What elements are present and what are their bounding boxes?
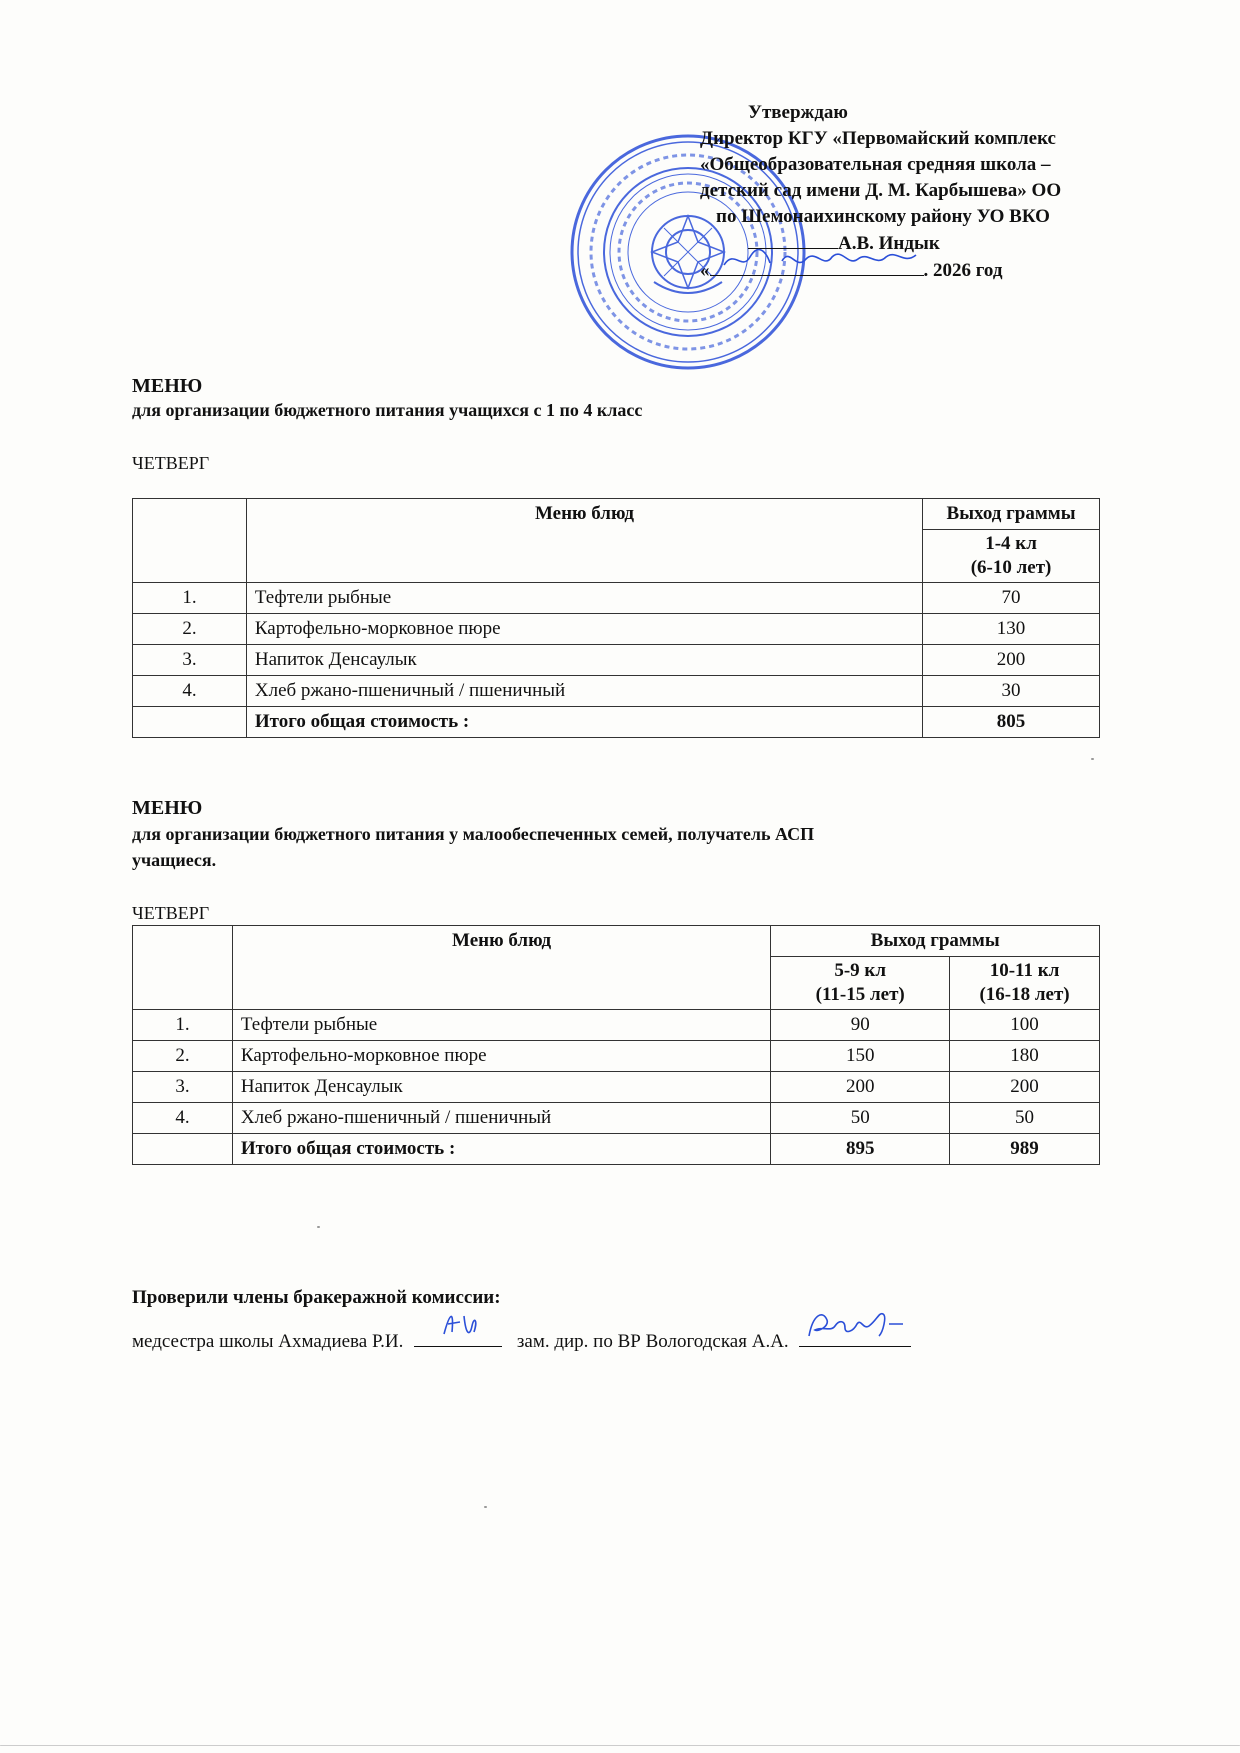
deputy-name: зам. дир. по ВР Вологодская А.А. — [516, 1331, 789, 1352]
dish-name: Тефтели рыбные — [232, 1010, 770, 1041]
table2-header-dishes: Меню блюд — [232, 926, 770, 1010]
table1-header-dishes: Меню блюд — [246, 499, 922, 583]
date-handwritten-blank — [710, 257, 924, 276]
grams-value-group2: 50 — [950, 1103, 1100, 1134]
grams-value-group1: 150 — [771, 1041, 950, 1072]
total-value-group1: 895 — [771, 1134, 950, 1165]
table-row — [133, 645, 1100, 676]
grams-value-group2: 180 — [950, 1041, 1100, 1072]
table2-header-group2 — [950, 957, 1100, 1010]
commission-title: Проверили члены бракеражной комиссии: — [132, 1287, 501, 1308]
row-number: 1. — [133, 1010, 233, 1041]
deputy-signature — [799, 1328, 911, 1347]
row-number: 4. — [133, 1103, 233, 1134]
approval-line-3: детский сад имени Д. М. Карбышева» ОО — [700, 180, 1062, 201]
grams-value: 30 — [923, 676, 1100, 707]
grams-value-group1: 50 — [771, 1103, 950, 1134]
total-empty-cell — [133, 1134, 233, 1165]
total-label: Итого общая стоимость : — [246, 707, 922, 738]
menu-table-low-income — [132, 925, 1100, 1165]
grams-value: 200 — [923, 645, 1100, 676]
section1-heading: МЕНЮ — [132, 375, 203, 397]
handwritten-date-scribble — [720, 243, 920, 275]
row-number: 4. — [133, 676, 247, 707]
total-empty-cell — [133, 707, 247, 738]
table2-group2-age: (16-18 лет) — [979, 984, 1070, 1005]
row-number: 3. — [133, 645, 247, 676]
dish-name: Хлеб ржано-пшеничный / пшеничный — [232, 1103, 770, 1134]
approval-line-2: «Общеобразовательная средняя школа – — [700, 154, 1051, 175]
table-total-row — [133, 1134, 1100, 1165]
dish-name: Напиток Денсаулык — [246, 645, 922, 676]
table-row — [133, 583, 1100, 614]
scan-speck — [1091, 758, 1094, 760]
section1-subheading: для организации бюджетного питания учащихся с 1 по 4 класс — [132, 400, 643, 420]
director-name: А.В. Индык — [838, 233, 940, 254]
total-label: Итого общая стоимость : — [232, 1134, 770, 1165]
table-total-row — [133, 707, 1100, 738]
section2-subheading: для организации бюджетного питания у малообеспеченных семей, получатель АСП — [132, 824, 815, 844]
table1-group-grade: 1-4 кл — [985, 533, 1037, 554]
commission-signatures — [132, 1328, 911, 1353]
table1-header-output: Выход граммы — [923, 499, 1100, 530]
table2-group2-grade: 10-11 кл — [989, 960, 1060, 981]
dish-name: Тефтели рыбные — [246, 583, 922, 614]
table2-header-output: Выход граммы — [771, 926, 1100, 957]
table2-group1-grade: 5-9 кл — [834, 960, 887, 981]
dish-name: Напиток Денсаулык — [232, 1072, 770, 1103]
dish-name: Картофельно-морковное пюре — [232, 1041, 770, 1072]
date-year: . 2026 год — [923, 260, 1003, 281]
table2-header-empty — [133, 926, 233, 1010]
table1-header-group — [923, 530, 1100, 583]
table-row — [133, 1072, 1100, 1103]
total-value: 805 — [923, 707, 1100, 738]
menu-table-grades-1-4 — [132, 498, 1100, 738]
dish-name: Хлеб ржано-пшеничный / пшеничный — [246, 676, 922, 707]
grams-value-group2: 200 — [950, 1072, 1100, 1103]
dish-name: Картофельно-морковное пюре — [246, 614, 922, 645]
approval-line-1: Директор КГУ «Первомайский комплекс — [700, 128, 1056, 149]
approval-title: Утверждаю — [748, 102, 848, 123]
section1-day: ЧЕТВЕРГ — [132, 453, 210, 473]
table1-header-empty — [133, 499, 247, 583]
nurse-name: медсестра школы Ахмадиева Р.И. — [132, 1331, 404, 1352]
grams-value-group2: 100 — [950, 1010, 1100, 1041]
grams-value-group1: 90 — [771, 1010, 950, 1041]
grams-value-group1: 200 — [771, 1072, 950, 1103]
grams-value: 70 — [923, 583, 1100, 614]
nurse-signature-scribble — [414, 1306, 502, 1342]
section2-heading: МЕНЮ — [132, 797, 203, 819]
table-row — [133, 1010, 1100, 1041]
approval-date-line — [700, 257, 1220, 284]
row-number: 1. — [133, 583, 247, 614]
table2-group1-age: (11-15 лет) — [815, 984, 905, 1005]
nurse-signature — [414, 1328, 502, 1347]
grams-value: 130 — [923, 614, 1100, 645]
table-row — [133, 1103, 1100, 1134]
row-number: 2. — [133, 614, 247, 645]
table-row — [133, 614, 1100, 645]
scan-speck — [484, 1506, 487, 1508]
row-number: 2. — [133, 1041, 233, 1072]
approval-block — [700, 100, 1220, 284]
table-row — [133, 676, 1100, 707]
date-open-quote: « — [700, 260, 710, 281]
approval-line-4: по Шемонаихинскому району УО ВКО — [716, 206, 1050, 227]
scan-speck — [317, 1226, 320, 1228]
total-value-group2: 989 — [950, 1134, 1100, 1165]
section2-day: ЧЕТВЕРГ — [132, 903, 210, 923]
row-number: 3. — [133, 1072, 233, 1103]
section2-subheading-cont: учащиеся. — [132, 850, 217, 870]
table-row — [133, 1041, 1100, 1072]
table1-group-age: (6-10 лет) — [970, 557, 1052, 578]
table2-header-group1 — [771, 957, 950, 1010]
deputy-signature-scribble — [799, 1306, 927, 1346]
scan-edge-line — [0, 1745, 1240, 1746]
